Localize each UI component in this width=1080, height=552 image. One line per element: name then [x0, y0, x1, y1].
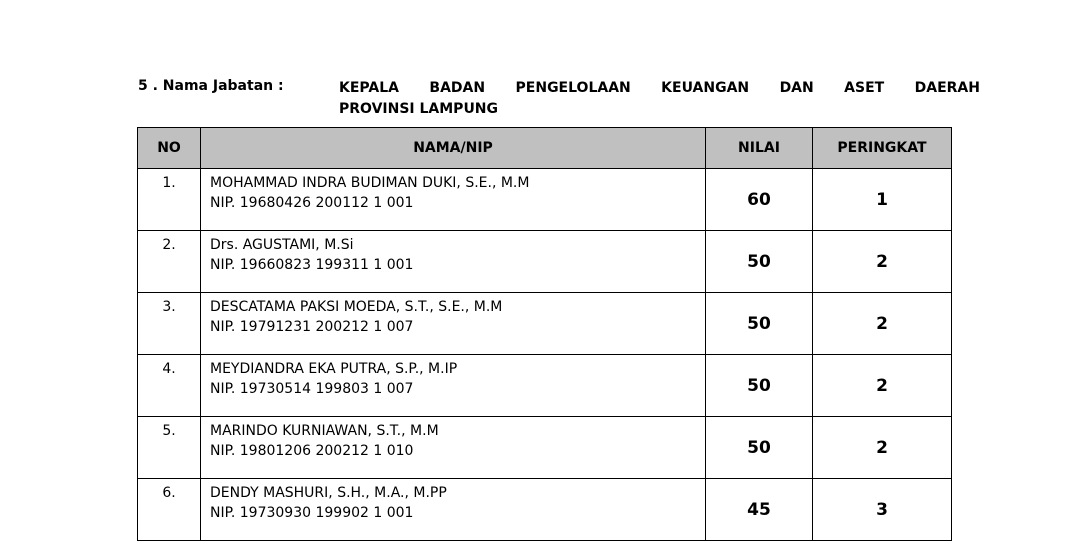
row-name-nip: [201, 479, 706, 541]
row-score: 50: [706, 231, 813, 293]
row-rank: 2: [813, 231, 952, 293]
header-name: NAMA/NIP: [201, 128, 706, 169]
header-no: NO: [138, 128, 201, 169]
row-name: Drs. AGUSTAMI, M.Si: [210, 237, 354, 253]
row-rank: 3: [813, 479, 952, 541]
row-nip: NIP. 19730930 199902 1 001: [210, 505, 414, 521]
row-number: 3.: [138, 293, 201, 355]
row-number: 2.: [138, 231, 201, 293]
row-score: 60: [706, 169, 813, 231]
row-name: MOHAMMAD INDRA BUDIMAN DUKI, S.E., M.M: [210, 175, 530, 191]
table-row: [138, 293, 952, 355]
table-row: [138, 231, 952, 293]
row-name-nip: [201, 231, 706, 293]
ranking-table: [137, 127, 952, 541]
table-row: [138, 169, 952, 231]
row-name-nip: [201, 293, 706, 355]
row-rank: 1: [813, 169, 952, 231]
table-row: [138, 355, 952, 417]
row-nip: NIP. 19791231 200212 1 007: [210, 319, 414, 335]
row-nip: NIP. 19801206 200212 1 010: [210, 443, 414, 459]
table-row: [138, 479, 952, 541]
row-name-nip: [201, 169, 706, 231]
row-number: 4.: [138, 355, 201, 417]
row-score: 50: [706, 355, 813, 417]
row-name: DENDY MASHURI, S.H., M.A., M.PP: [210, 485, 447, 501]
row-nip: NIP. 19660823 199311 1 001: [210, 257, 414, 273]
header-score: NILAI: [706, 128, 813, 169]
row-name: MEYDIANDRA EKA PUTRA, S.P., M.IP: [210, 361, 458, 377]
row-score: 50: [706, 417, 813, 479]
position-label: 5 . Nama Jabatan :: [138, 78, 284, 94]
row-score: 50: [706, 293, 813, 355]
row-number: 1.: [138, 169, 201, 231]
position-title: [339, 78, 980, 120]
row-rank: 2: [813, 355, 952, 417]
row-rank: 2: [813, 293, 952, 355]
header-rank: PERINGKAT: [813, 128, 952, 169]
row-name: DESCATAMA PAKSI MOEDA, S.T., S.E., M.M: [210, 299, 503, 315]
row-number: 5.: [138, 417, 201, 479]
row-name-nip: [201, 417, 706, 479]
position-title-line-1: KEPALA BADAN PENGELOLAAN KEUANGAN DAN ASET DAERAH: [339, 80, 980, 96]
row-number: 6.: [138, 479, 201, 541]
row-nip: NIP. 19680426 200112 1 001: [210, 195, 414, 211]
position-title-line-2: PROVINSI LAMPUNG: [339, 101, 499, 117]
row-score: 45: [706, 479, 813, 541]
table-header-row: [138, 128, 952, 169]
row-rank: 2: [813, 417, 952, 479]
row-name: MARINDO KURNIAWAN, S.T., M.M: [210, 423, 439, 439]
row-name-nip: [201, 355, 706, 417]
row-nip: NIP. 19730514 199803 1 007: [210, 381, 414, 397]
table-row: [138, 417, 952, 479]
